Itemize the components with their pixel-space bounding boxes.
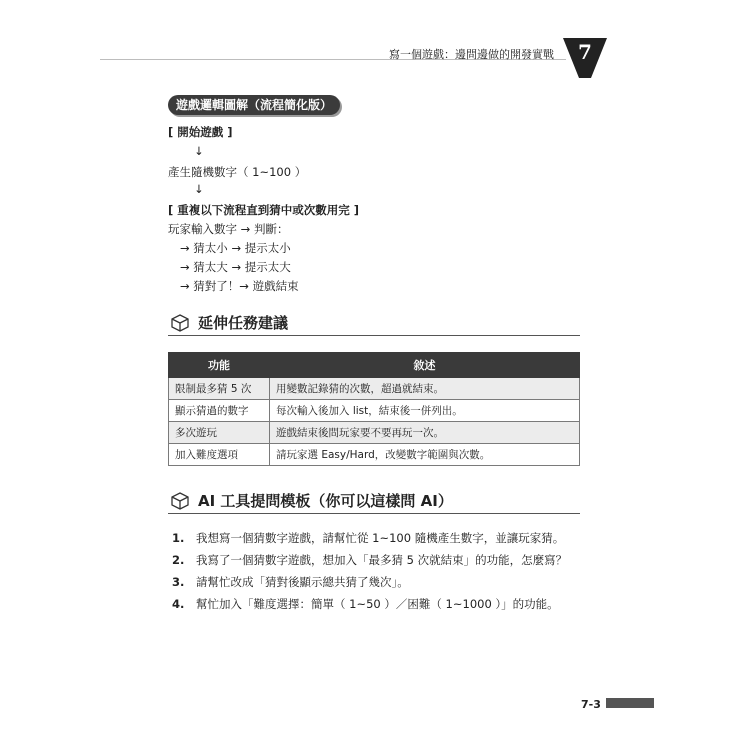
table-cell: 加入難度選項	[169, 444, 270, 466]
table-header: 敘述	[270, 353, 580, 378]
extension-task-table	[168, 352, 580, 466]
flow-line: 產生隨機數字（ 1~100 ）	[168, 165, 307, 179]
prompt-section-title: AI 工具提問模板（你可以這樣問 AI）	[198, 492, 453, 510]
table-row	[169, 444, 580, 466]
chapter-number: 7	[578, 40, 592, 64]
flow-line: 玩家輸入數字 → 判斷：	[168, 222, 289, 236]
flow-arrow: ↓	[194, 182, 204, 196]
list-item	[172, 596, 559, 612]
table-cell: 每次輸入後加入 list，結束後一併列出。	[270, 400, 580, 422]
list-item	[172, 552, 567, 568]
list-item	[172, 574, 409, 590]
flow-line: → 猜對了！→ 遊戲結束	[180, 279, 299, 293]
running-header-title: 寫一個遊戲：邊問邊做的開發實戰	[389, 48, 554, 61]
table-cell: 遊戲結束後問玩家要不要再玩一次。	[270, 422, 580, 444]
flow-line: [ 重複以下流程直到猜中或次數用完 ]	[168, 203, 360, 217]
extension-section-title: 延伸任務建議	[198, 314, 289, 332]
list-item	[172, 530, 564, 546]
table-cell: 限制最多猜 5 次	[169, 378, 270, 400]
list-text: 我想寫一個猜數字遊戲，請幫忙從 1~100 隨機產生數字，並讓玩家猜。	[196, 531, 565, 545]
flow-section-title: 遊戲邏輯圖解（流程簡化版）	[168, 95, 340, 115]
table-cell: 多次遊玩	[169, 422, 270, 444]
page-number: 7-3	[581, 698, 601, 711]
table-header: 功能	[169, 353, 270, 378]
list-text: 幫忙加入「難度選擇：簡單（ 1~50 ）／困難（ 1~1000 ）」的功能。	[196, 597, 559, 611]
list-number: 4.	[172, 597, 185, 611]
cube-icon	[170, 313, 190, 333]
table-row	[169, 378, 580, 400]
list-text: 我寫了一個猜數字遊戲，想加入「最多猜 5 次就結束」的功能，怎麼寫？	[196, 553, 568, 567]
flow-arrow: ↓	[194, 144, 204, 158]
list-number: 3.	[172, 575, 185, 589]
table-row	[169, 422, 580, 444]
prompt-section-header	[168, 489, 580, 514]
cube-icon	[170, 491, 190, 511]
list-text: 請幫忙改成「猜對後顯示總共猜了幾次」。	[196, 575, 409, 589]
table-cell: 顯示猜過的數字	[169, 400, 270, 422]
flow-line: [ 開始遊戲 ]	[168, 125, 233, 139]
table-cell: 請玩家選 Easy/Hard，改變數字範圍與次數。	[270, 444, 580, 466]
list-number: 2.	[172, 553, 185, 567]
page-number-bar	[606, 698, 654, 708]
table-cell: 用變數記錄猜的次數，超過就結束。	[270, 378, 580, 400]
extension-section-header	[168, 311, 580, 336]
list-number: 1.	[172, 531, 185, 545]
flow-line: → 猜太大 → 提示太大	[180, 260, 291, 274]
flow-line: → 猜太小 → 提示太小	[180, 241, 291, 255]
table-row	[169, 400, 580, 422]
